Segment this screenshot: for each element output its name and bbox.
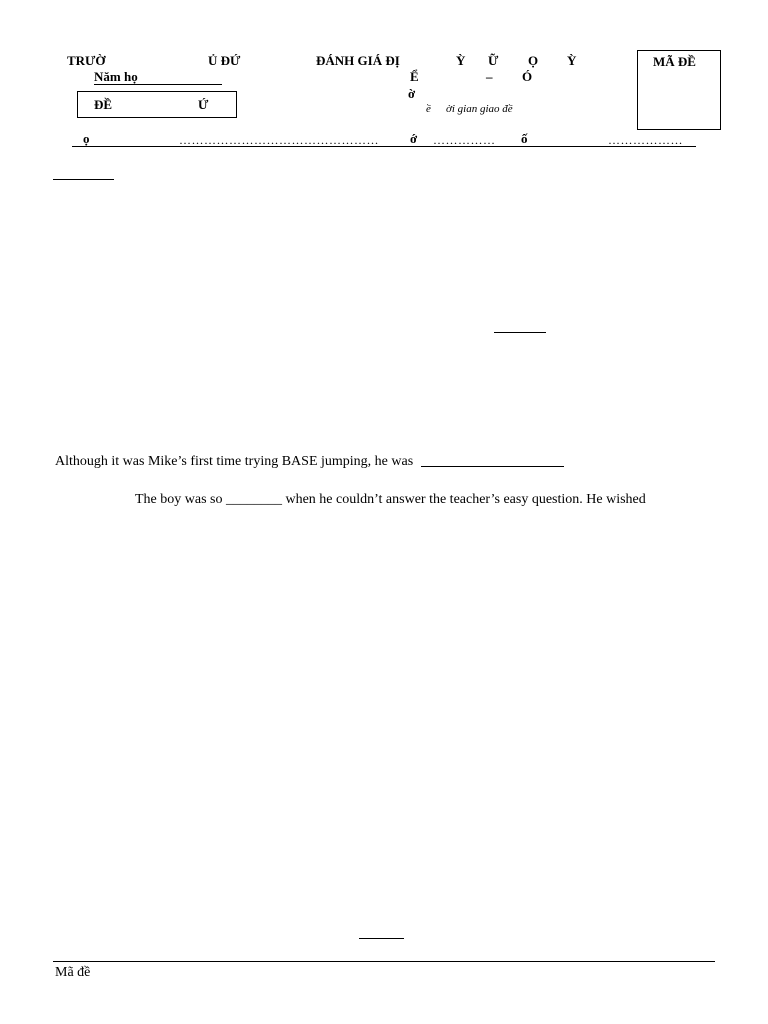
subject-fragment-e: Ể <box>410 69 419 84</box>
footer-exam-code: Mã đề <box>55 965 91 980</box>
time-note: ời gian giao đề <box>446 103 513 115</box>
question-1-text: Although it was Mike’s first time trying BASE jumping, he was <box>55 454 414 469</box>
exam-type-fragment: Ứ <box>198 97 209 112</box>
subject-fragment-o: Ó <box>522 69 533 84</box>
exam-code-label: MÃ ĐỀ <box>653 54 696 69</box>
question-1-blank <box>421 454 564 467</box>
section-rule-mid <box>494 332 546 333</box>
title-fragment-o: Ọ <box>528 53 539 68</box>
exam-code-box <box>637 50 721 130</box>
school-year-label: Năm họ <box>94 69 222 85</box>
footer-rule <box>53 961 715 962</box>
candidate-number-label: ố <box>521 131 528 146</box>
question-2: The boy was so ________ when he couldn’t answer the teacher’s easy question. He wished <box>135 492 646 507</box>
duration-fragment: ờ <box>408 86 416 101</box>
candidate-info-rule <box>72 146 696 147</box>
title-fragment-u: Ữ <box>488 53 499 68</box>
school-name: TRƯỜ <box>67 53 106 68</box>
candidate-name-dots: ………………………………………… <box>179 133 379 147</box>
question-1 <box>55 454 564 470</box>
school-name-fragment: Ủ ĐỨ <box>208 53 241 68</box>
assessment-title: ĐÁNH GIÁ ĐỊ <box>316 53 400 68</box>
exam-type-box <box>77 91 237 118</box>
subject-dash: – <box>486 69 493 84</box>
candidate-number-dots: ……………… <box>608 133 683 147</box>
end-rule <box>359 938 404 939</box>
class-label: ớ <box>410 131 418 146</box>
candidate-name-label: ọ <box>83 131 90 146</box>
class-dots: …………… <box>433 133 496 147</box>
exam-type-label: ĐỀ <box>94 97 113 112</box>
title-fragment-y2: Ỳ <box>567 53 577 68</box>
title-fragment-y1: Ỳ <box>456 53 466 68</box>
time-note-fragment: ề <box>426 103 431 115</box>
section-rule-short <box>53 179 114 180</box>
